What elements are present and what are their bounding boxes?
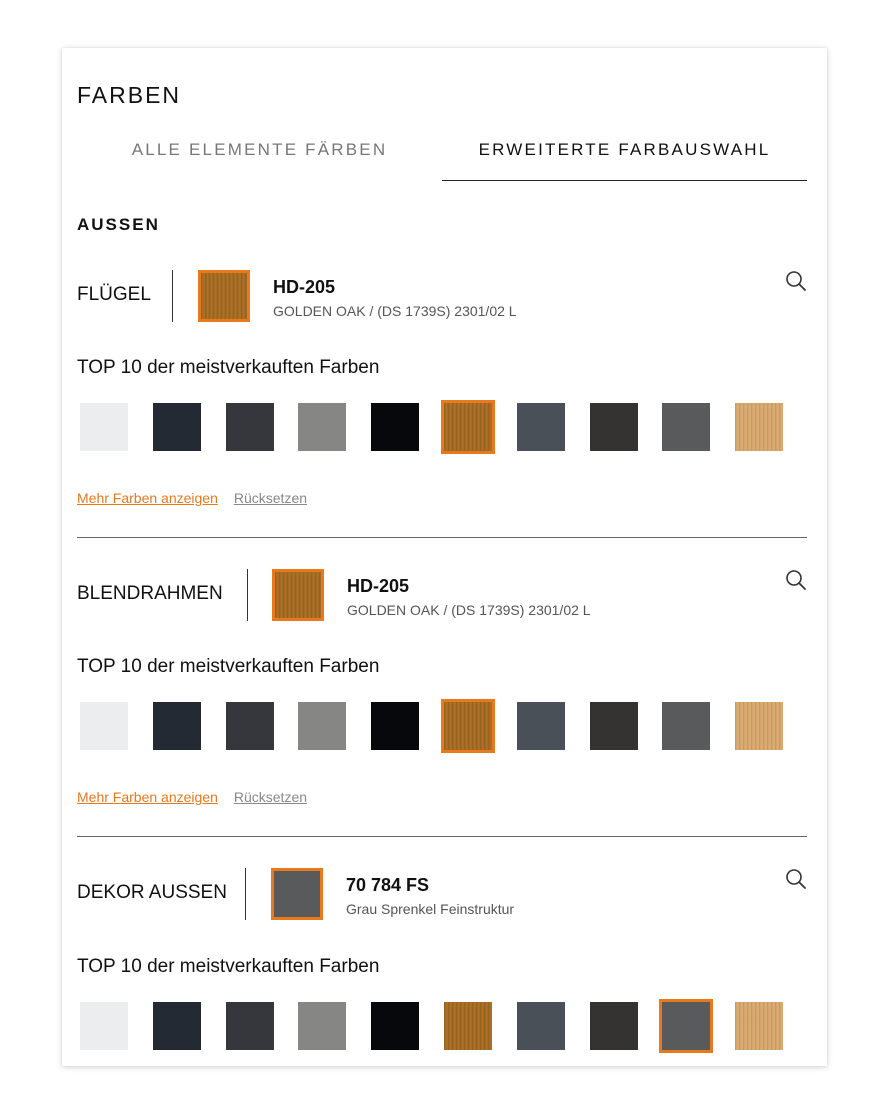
swatch-fill bbox=[662, 1002, 710, 1050]
group-heading: AUSSEN bbox=[77, 215, 160, 234]
swatch-fill bbox=[153, 403, 201, 451]
color-swatch-white[interactable] bbox=[77, 400, 131, 454]
swatch-fill bbox=[735, 403, 783, 451]
swatch-fill bbox=[444, 403, 492, 451]
reset-link[interactable]: Rücksetzen bbox=[233, 490, 308, 506]
tab-all-elements[interactable]: ALLE ELEMENTE FÄRBEN bbox=[131, 140, 388, 159]
more-colors-link[interactable]: Mehr Farben anzeigen bbox=[77, 789, 218, 805]
selected-color-swatch bbox=[271, 868, 323, 920]
swatch-fill bbox=[298, 403, 346, 451]
swatch-fill bbox=[226, 702, 274, 750]
section-label: FLÜGEL bbox=[77, 284, 151, 305]
search-icon[interactable] bbox=[785, 569, 807, 591]
reset-link[interactable]: Rücksetzen bbox=[233, 789, 308, 805]
selected-color-code: 70 784 FS bbox=[346, 875, 430, 895]
color-swatch-slate-grey[interactable] bbox=[514, 400, 568, 454]
color-swatch-golden-oak[interactable] bbox=[441, 400, 495, 454]
section-divider bbox=[77, 537, 807, 538]
panel-title: FARBEN bbox=[77, 82, 182, 108]
color-swatch-black[interactable] bbox=[368, 699, 422, 753]
swatch-fill bbox=[371, 403, 419, 451]
color-swatch-dark-brown-grey[interactable] bbox=[587, 999, 641, 1053]
selected-color-name: GOLDEN OAK / (DS 1739S) 2301/02 L bbox=[273, 303, 517, 319]
color-swatch-slate-grey[interactable] bbox=[514, 699, 568, 753]
selected-color-fill bbox=[275, 572, 321, 618]
selected-color-name: GOLDEN OAK / (DS 1739S) 2301/02 L bbox=[347, 602, 591, 618]
swatch-fill bbox=[153, 702, 201, 750]
swatch-fill bbox=[517, 702, 565, 750]
color-swatch-grau-sprenkel[interactable] bbox=[659, 699, 713, 753]
color-swatch-dark-grey[interactable] bbox=[223, 400, 277, 454]
top10-label: TOP 10 der meistverkauften Farben bbox=[77, 357, 380, 378]
top10-label: TOP 10 der meistverkauften Farben bbox=[77, 656, 380, 677]
swatch-row bbox=[77, 699, 807, 755]
selected-color-name: Grau Sprenkel Feinstruktur bbox=[346, 901, 515, 917]
section-links bbox=[77, 490, 307, 506]
color-swatch-grey[interactable] bbox=[295, 699, 349, 753]
selected-color-fill bbox=[201, 273, 247, 319]
swatch-fill bbox=[590, 702, 638, 750]
selected-color-fill bbox=[274, 871, 320, 917]
search-icon[interactable] bbox=[785, 270, 807, 292]
color-swatch-light-oak[interactable] bbox=[732, 699, 786, 753]
swatch-fill bbox=[298, 1002, 346, 1050]
tab-extended-colors[interactable]: ERWEITERTE FARBAUSWAHL bbox=[442, 140, 807, 181]
swatch-fill bbox=[226, 1002, 274, 1050]
color-swatch-dark-brown-grey[interactable] bbox=[587, 699, 641, 753]
color-swatch-golden-oak[interactable] bbox=[441, 699, 495, 753]
swatch-fill bbox=[662, 702, 710, 750]
color-config-panel bbox=[62, 48, 827, 1066]
section-divider bbox=[77, 836, 807, 837]
color-swatch-grey[interactable] bbox=[295, 999, 349, 1053]
color-swatch-dark-grey[interactable] bbox=[223, 699, 277, 753]
color-swatch-slate-grey[interactable] bbox=[514, 999, 568, 1053]
color-swatch-anthracite-dark[interactable] bbox=[150, 999, 204, 1053]
color-swatch-golden-oak[interactable] bbox=[441, 999, 495, 1053]
swatch-fill bbox=[226, 403, 274, 451]
section-links bbox=[77, 789, 307, 805]
swatch-fill bbox=[371, 1002, 419, 1050]
color-swatch-anthracite-dark[interactable] bbox=[150, 699, 204, 753]
color-swatch-grau-sprenkel[interactable] bbox=[659, 400, 713, 454]
divider bbox=[247, 569, 248, 621]
swatch-fill bbox=[590, 1002, 638, 1050]
color-swatch-white[interactable] bbox=[77, 999, 131, 1053]
selected-color-code: HD-205 bbox=[347, 576, 410, 596]
selected-color-swatch bbox=[198, 270, 250, 322]
swatch-fill bbox=[735, 702, 783, 750]
color-swatch-dark-brown-grey[interactable] bbox=[587, 400, 641, 454]
more-colors-link[interactable]: Mehr Farben anzeigen bbox=[77, 490, 218, 506]
selected-color-swatch bbox=[272, 569, 324, 621]
swatch-row bbox=[77, 999, 807, 1055]
section-label: BLENDRAHMEN bbox=[77, 583, 223, 604]
selected-color-code: HD-205 bbox=[273, 277, 336, 297]
search-icon[interactable] bbox=[785, 868, 807, 890]
swatch-fill bbox=[662, 403, 710, 451]
divider bbox=[245, 868, 246, 920]
section-label: DEKOR AUSSEN bbox=[77, 882, 227, 903]
swatch-fill bbox=[371, 702, 419, 750]
color-swatch-black[interactable] bbox=[368, 400, 422, 454]
swatch-fill bbox=[444, 1002, 492, 1050]
swatch-fill bbox=[80, 702, 128, 750]
swatch-fill bbox=[517, 1002, 565, 1050]
color-swatch-grau-sprenkel[interactable] bbox=[659, 999, 713, 1053]
color-swatch-light-oak[interactable] bbox=[732, 400, 786, 454]
color-swatch-grey[interactable] bbox=[295, 400, 349, 454]
swatch-fill bbox=[517, 403, 565, 451]
swatch-fill bbox=[298, 702, 346, 750]
swatch-fill bbox=[444, 702, 492, 750]
swatch-row bbox=[77, 400, 807, 456]
color-swatch-white[interactable] bbox=[77, 699, 131, 753]
swatch-fill bbox=[590, 403, 638, 451]
divider bbox=[172, 270, 173, 322]
swatch-fill bbox=[80, 1002, 128, 1050]
color-swatch-black[interactable] bbox=[368, 999, 422, 1053]
color-swatch-light-oak[interactable] bbox=[732, 999, 786, 1053]
color-swatch-anthracite-dark[interactable] bbox=[150, 400, 204, 454]
color-swatch-dark-grey[interactable] bbox=[223, 999, 277, 1053]
swatch-fill bbox=[153, 1002, 201, 1050]
swatch-fill bbox=[735, 1002, 783, 1050]
swatch-fill bbox=[80, 403, 128, 451]
top10-label: TOP 10 der meistverkauften Farben bbox=[77, 956, 380, 977]
